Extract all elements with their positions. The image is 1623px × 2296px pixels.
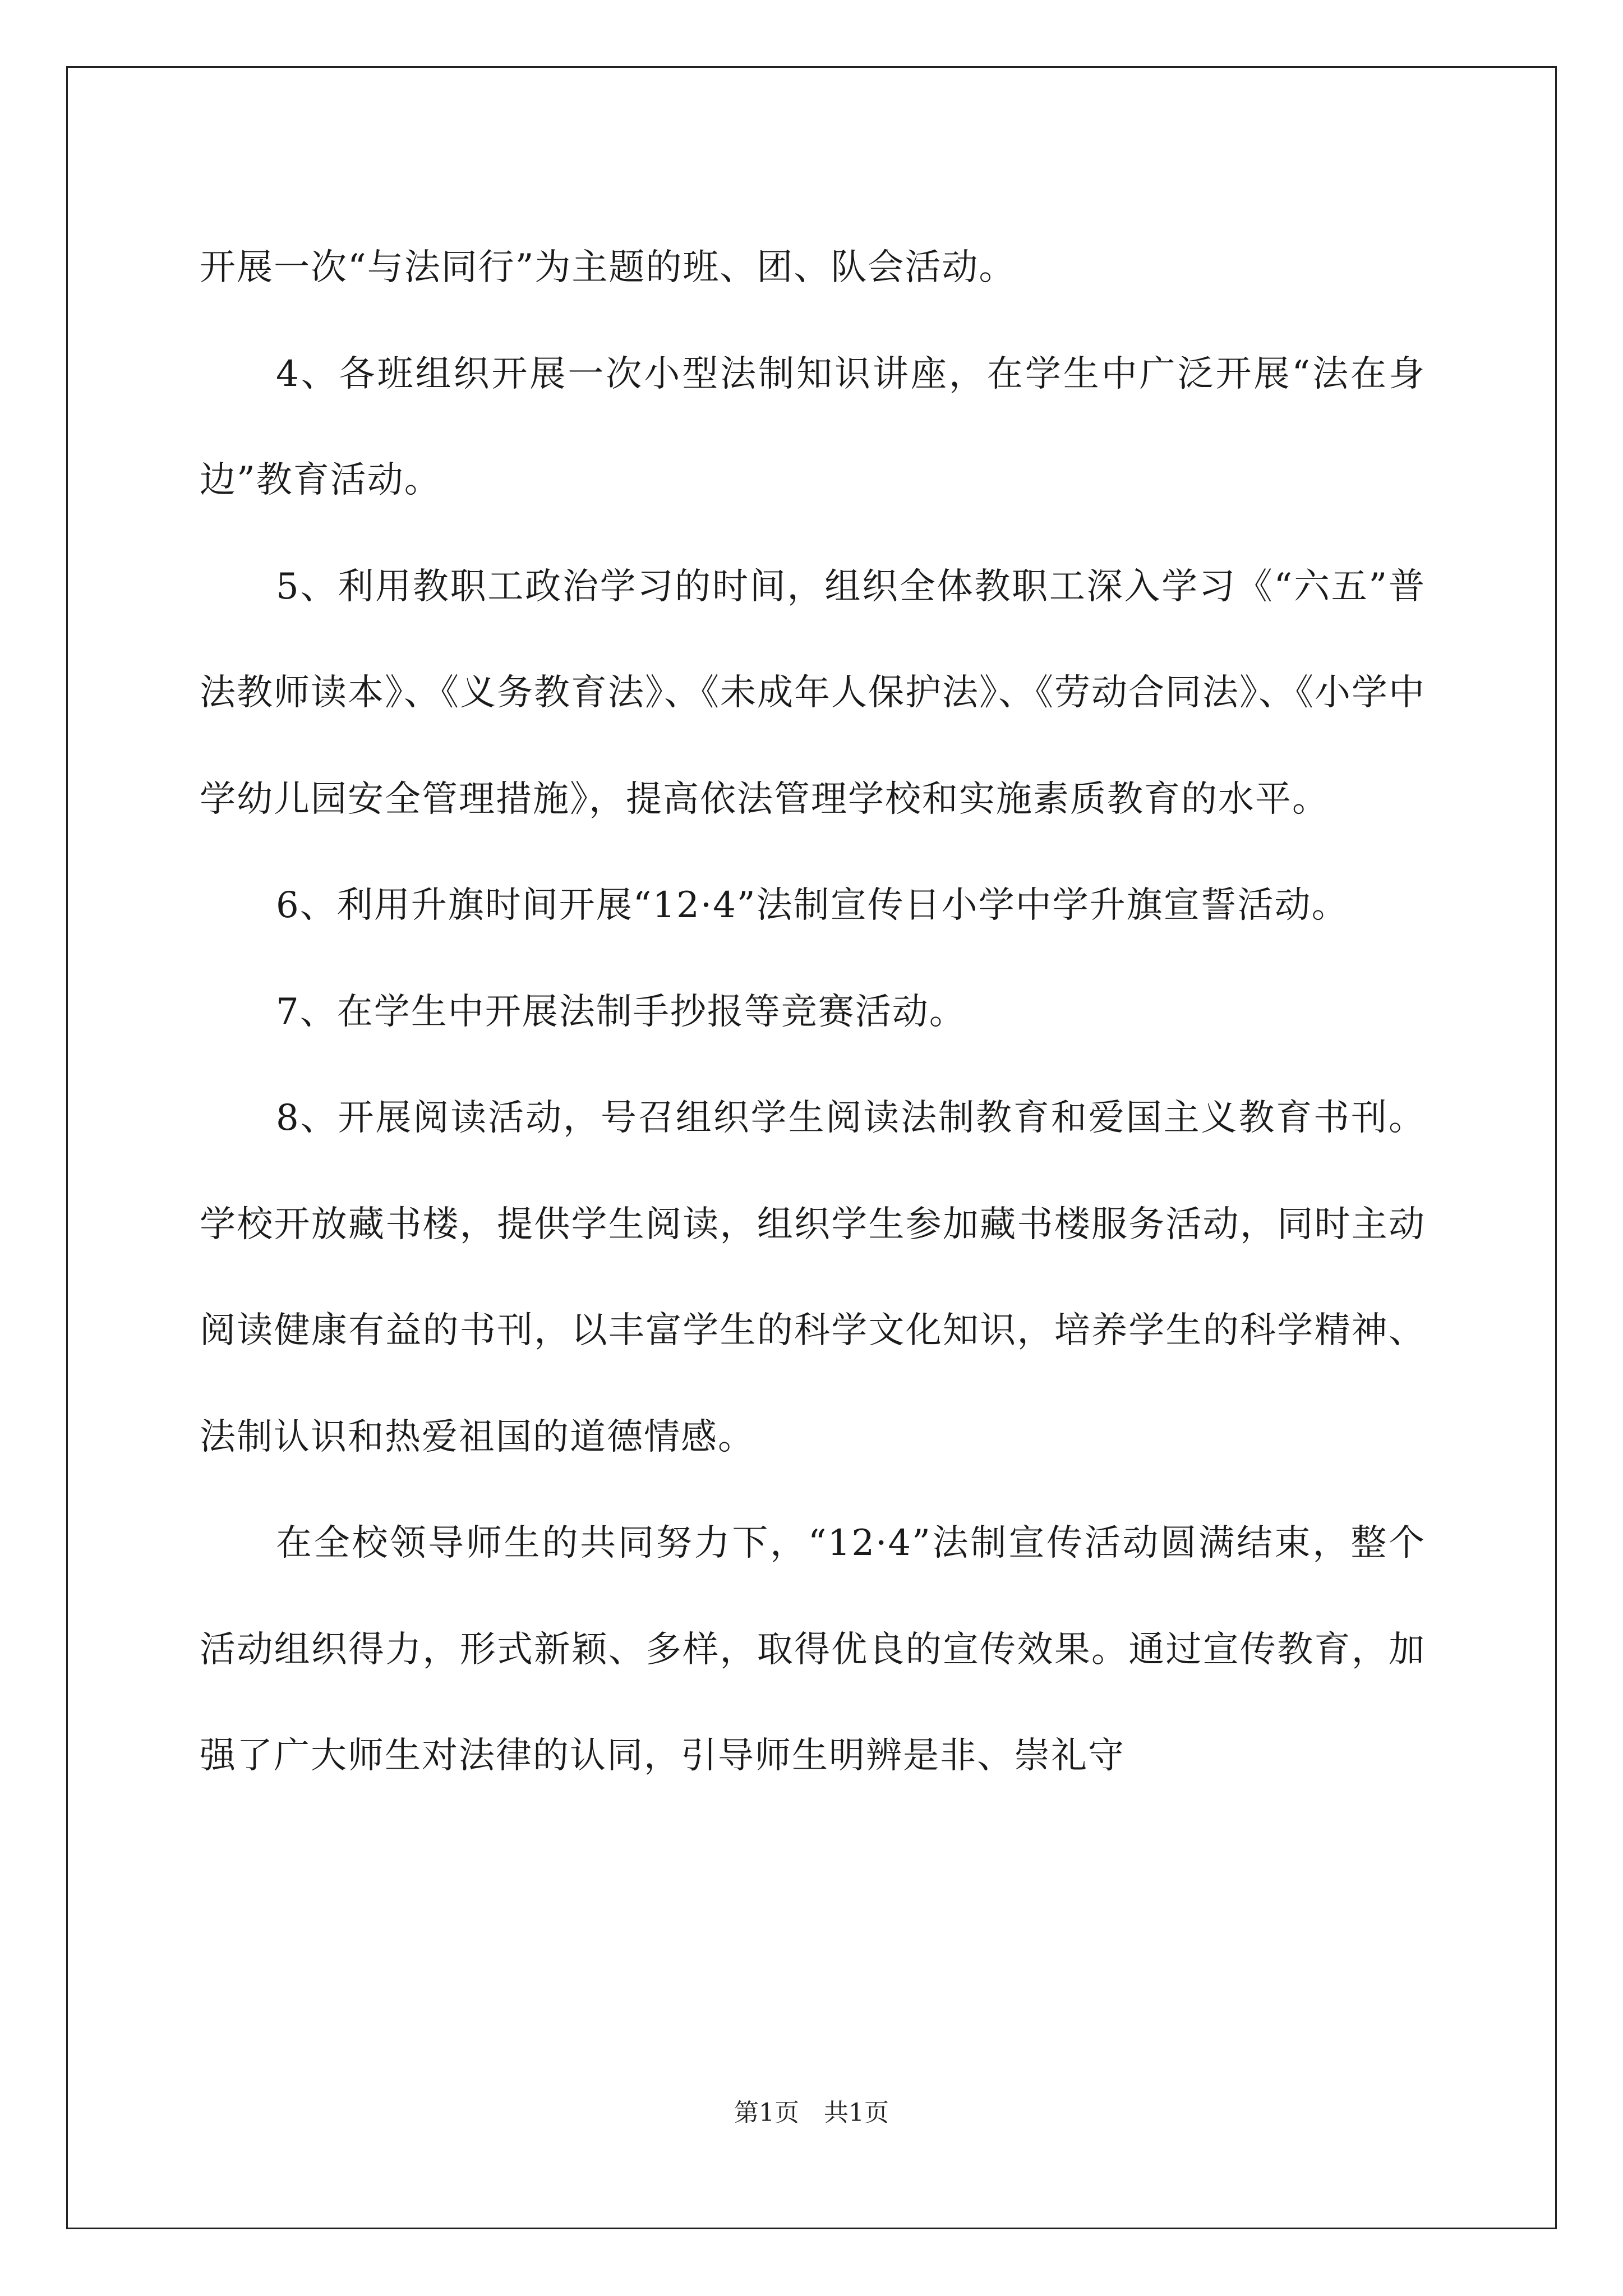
paragraph-6: 8、开展阅读活动，号召组织学生阅读法制教育和爱国主义教育书刊。学校开放藏书楼，提供学生阅读，组织学生参加藏书楼服务活动，同时主动阅读健康有益的书刊，以丰富学生的科学文化知识，培养学生的科学精神、法制认识和热爱祖国的道德情感。: [200, 1097, 1426, 1458]
paragraph-1: 开展一次“与法同行”为主题的班、团、队会活动。: [200, 247, 1016, 288]
paragraph-5: 7、在学生中开展法制手抄报等竞赛活动。: [276, 991, 966, 1033]
paragraph-2: 4、各班组织开展一次小型法制知识讲座，在学生中广泛开展“法在身边”教育活动。: [200, 353, 1426, 501]
document-body: [200, 215, 1426, 1810]
page-footer: 第1页 共1页: [734, 2099, 889, 2127]
paragraph-7: 在全校领导师生的共同努力下，“12·4”法制宣传活动圆满结束，整个活动组织得力，形式新颖、多样，取得优良的宣传效果。通过宣传教育，加强了广大师生对法律的认同，引导师生明辨是非、崇礼守: [200, 1522, 1426, 1777]
paragraph-3: 5、利用教职工政治学习的时间，组织全体教职工深入学习《“六五”普法教师读本》、《义务教育法》、《未成年人保护法》、《劳动合同法》、《小学中学幼儿园安全管理措施》，提高依法管理学校和实施素质教育的水平。: [200, 565, 1426, 820]
paragraph-4: 6、利用升旗时间开展“12·4”法制宣传日小学中学升旗宣誓活动。: [276, 885, 1349, 926]
